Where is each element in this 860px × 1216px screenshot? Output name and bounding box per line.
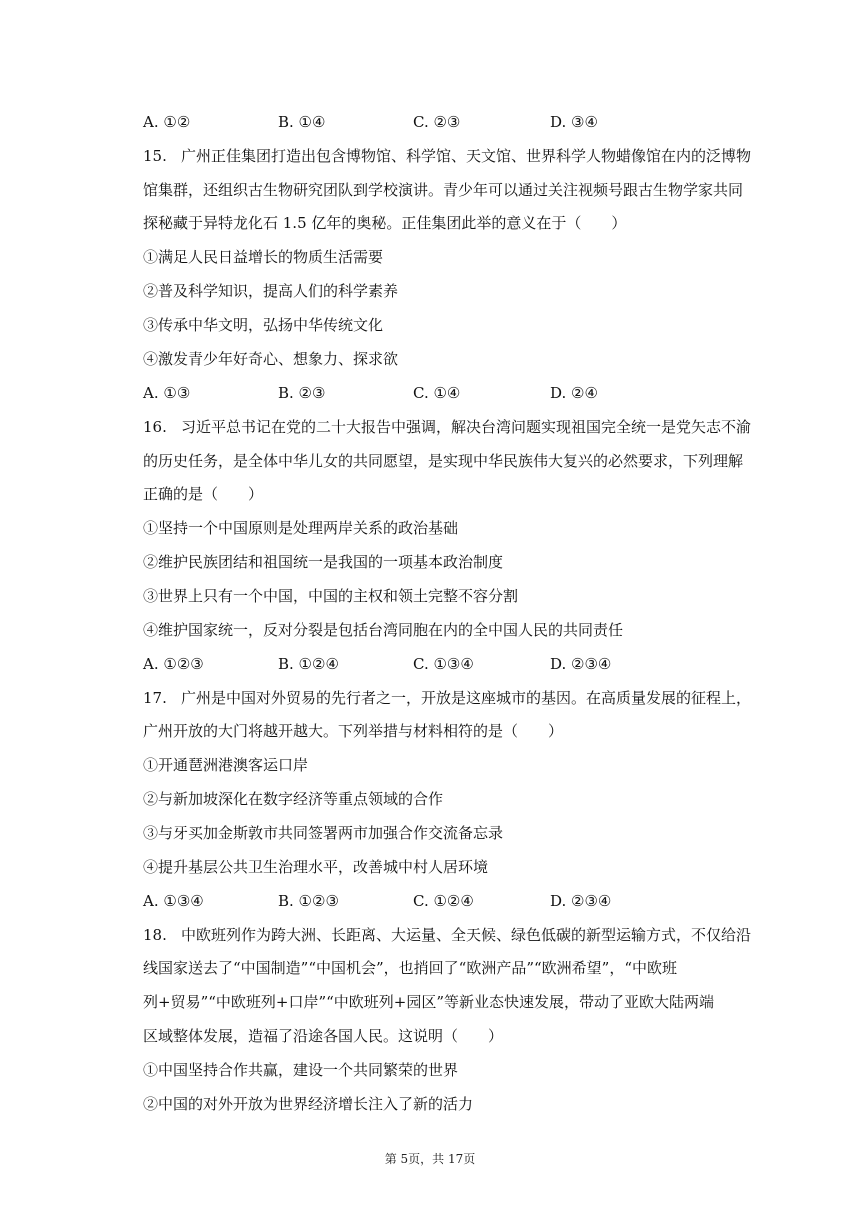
q18-stem-line-4: 区域整体发展，造福了沿途各国人民。这说明（ ） <box>143 1027 504 1045</box>
q17-item-2: ②与新加坡深化在数字经济等重点领域的合作 <box>143 790 444 808</box>
page-footer: 第 5页，共 17页 <box>384 1152 476 1166</box>
q15-stem-line-2: 馆集群，还组织古生物研究团队到学校演讲。青少年可以通过关注视频号跟古生物学家共同 <box>143 181 744 199</box>
q17-stem-text-1: 广州是中国对外贸易的先行者之一，开放是这座城市的基因。在高质量发展的征程上， <box>181 689 752 707</box>
q17-number: 17. <box>143 689 167 707</box>
q15-option-d: D. ②④ <box>550 384 598 402</box>
q15-options <box>143 383 743 403</box>
q18-stem-line-2: 线国家送去了“中国制造”“中国机会”，也捎回了“欧洲产品”“欧洲希望”，“中欧班 <box>143 959 678 977</box>
q17-option-b: B. ①②③ <box>278 892 339 910</box>
q17-option-a: A. ①③④ <box>143 892 204 910</box>
q15-item-2: ②普及科学知识，提高人们的科学素养 <box>143 282 399 300</box>
q16-option-c: C. ①③④ <box>413 655 474 673</box>
q18-stem-line-1 <box>143 925 751 945</box>
q17-item-1: ①开通琶洲港澳客运口岸 <box>143 756 309 774</box>
q14-option-c: C. ②③ <box>413 113 461 131</box>
q16-item-3: ③世界上只有一个中国，中国的主权和领土完整不容分割 <box>143 587 519 605</box>
q15-stem-text-1: 广州正佳集团打造出包含博物馆、科学馆、天文馆、世界科学人物蜡像馆在内的泛博物 <box>181 147 752 165</box>
q17-option-c: C. ①②④ <box>413 892 474 910</box>
q15-option-c: C. ①④ <box>413 384 461 402</box>
q15-stem-line-3: 探秘藏于异特龙化石 1.5 亿年的奥秘。正佳集团此举的意义在于（ ） <box>143 214 627 232</box>
q15-option-a: A. ①③ <box>143 384 191 402</box>
q16-option-a: A. ①②③ <box>143 655 204 673</box>
q18-stem-text-1: 中欧班列作为跨大洲、长距离、大运量、全天候、绿色低碳的新型运输方式，不仅给沿 <box>181 926 752 944</box>
q16-number: 16. <box>143 418 167 436</box>
q16-stem-text-1: 习近平总书记在党的二十大报告中强调，解决台湾问题实现祖国完全统一是党矢志不渝 <box>181 418 752 436</box>
q16-option-b: B. ①②④ <box>278 655 339 673</box>
q15-item-4: ④激发青少年好奇心、想象力、探求欲 <box>143 350 399 368</box>
q17-option-d: D. ②③④ <box>550 892 612 910</box>
q15-item-1: ①满足人民日益增长的物质生活需要 <box>143 248 384 266</box>
q15-option-b: B. ②③ <box>278 384 326 402</box>
q16-option-d: D. ②③④ <box>550 655 612 673</box>
q15-stem-line-1 <box>143 146 751 166</box>
q14-option-a: A. ①② <box>143 113 191 131</box>
q14-option-d: D. ③④ <box>550 113 598 131</box>
q18-number: 18. <box>143 926 167 944</box>
q16-stem-line-1 <box>143 417 751 437</box>
q15-item-3: ③传承中华文明，弘扬中华传统文化 <box>143 316 384 334</box>
q16-stem-line-2: 的历史任务，是全体中华儿女的共同愿望，是实现中华民族伟大复兴的必然要求，下列理解 <box>143 452 744 470</box>
q17-item-3: ③与牙买加金斯敦市共同签署两市加强合作交流备忘录 <box>143 824 504 842</box>
q15-number: 15. <box>143 147 167 165</box>
q17-stem-line-2: 广州开放的大门将越开越大。下列举措与材料相符的是（ ） <box>143 722 564 740</box>
q14-option-b: B. ①④ <box>278 113 326 131</box>
q17-item-4: ④提升基层公共卫生治理水平，改善城中村人居环境 <box>143 858 489 876</box>
q17-options <box>143 891 743 911</box>
q18-stem-line-3: 列+贸易”“中欧班列+口岸”“中欧班列+园区”等新业态快速发展，带动了亚欧大陆两端 <box>143 993 715 1011</box>
q16-options <box>143 654 743 674</box>
q16-item-1: ①坚持一个中国原则是处理两岸关系的政治基础 <box>143 519 459 537</box>
q18-item-2: ②中国的对外开放为世界经济增长注入了新的活力 <box>143 1095 474 1113</box>
q17-stem-line-1 <box>143 688 751 708</box>
q16-item-4: ④维护国家统一，反对分裂是包括台湾同胞在内的全中国人民的共同责任 <box>143 621 624 639</box>
q16-stem-line-3: 正确的是（ ） <box>143 485 264 503</box>
q16-item-2: ②维护民族团结和祖国统一是我国的一项基本政治制度 <box>143 553 504 571</box>
q18-item-1: ①中国坚持合作共赢，建设一个共同繁荣的世界 <box>143 1061 459 1079</box>
q14-options <box>143 112 743 132</box>
